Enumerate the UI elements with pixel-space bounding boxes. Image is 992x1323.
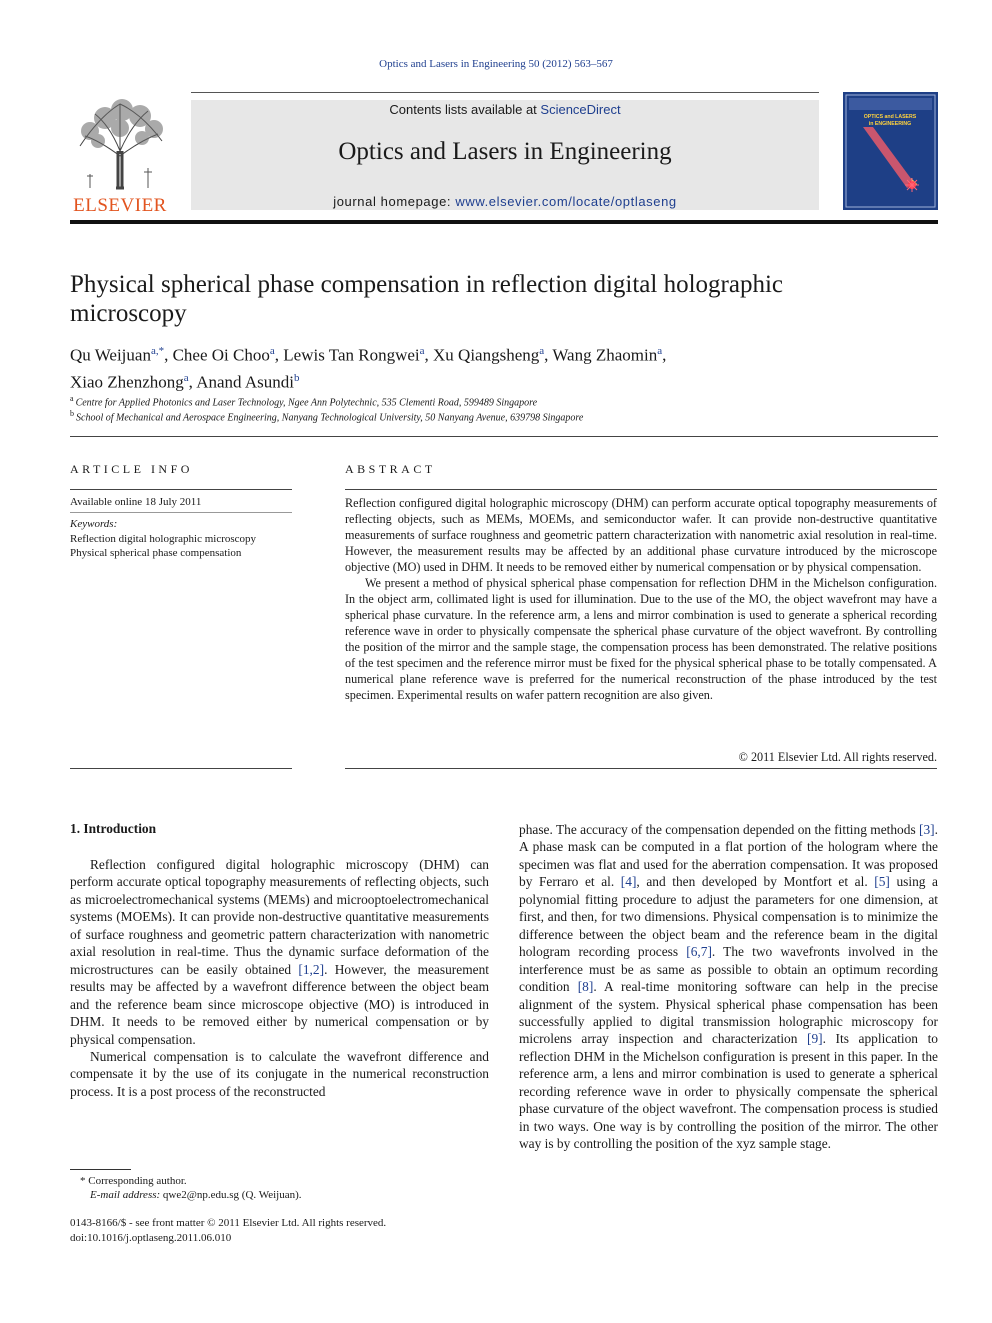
- keyword-1: Reflection digital holographic microscopy: [70, 533, 257, 545]
- affiliation-b-text: School of Mechanical and Aerospace Engineering, Nanyang Technological University, 50 Nanyang Avenue, 639798 Singapore: [76, 412, 584, 424]
- front-matter-rule: [70, 436, 938, 437]
- journal-cover-image: [843, 92, 938, 210]
- corresponding-author-note: * Corresponding author.: [80, 1175, 187, 1187]
- elsevier-tree-icon: [70, 96, 170, 192]
- author-separator: ,: [662, 345, 667, 365]
- affiliation-b-marker: b: [70, 409, 74, 418]
- affiliation-a: [70, 394, 938, 408]
- article-title: Physical spherical phase compensation in reflection digital holographic microscopy: [70, 271, 783, 327]
- article-info-rule-thin: [70, 512, 292, 513]
- author-name: Qu Weijuan: [70, 345, 151, 365]
- author-affiliation-marker[interactable]: a: [419, 345, 425, 357]
- sciencedirect-link[interactable]: ScienceDirect: [540, 102, 621, 117]
- author-name: Anand Asundi: [196, 372, 294, 392]
- cover-title-line1: OPTICS and LASERS: [863, 114, 917, 120]
- homepage-link[interactable]: www.elsevier.com/locate/optlaseng: [455, 194, 677, 209]
- author-affiliation-marker[interactable]: a,*: [150, 345, 165, 357]
- intro-r-s1: phase. The accuracy of the compensation depended on the fitting methods: [519, 822, 920, 837]
- intro-p1-rest: . However, the measurement results may be affected by a wavefront difference between the object beam and the reference beam since microscope objective (MO) is introduced in DHM. It needs to be removed either by numerical compensation or by physical compensation.: [70, 961, 489, 1047]
- intro-p1-text: Reflection configured digital holographic microscopy (DHM) can perform accurate optical topography measurements of reflecting objects, such as microelectromechanical systems (MEMs) and microoptoelectromechanical systems (MOEMs). It can provide non-destructive quantitative measurements of surface roughness and geometric pattern characterization with nanometric axial resolution in real-time. Thus the dynamic surface deformation of the microstructures can be easily obtained: [70, 857, 489, 977]
- intro-paragraph-1: [70, 856, 489, 1048]
- article-info-bottom-rule: [70, 768, 292, 769]
- available-online: Available online 18 July 2011: [70, 496, 202, 508]
- intro-r-s2: . A phase mask can be computed in a flat portion of the hologram where the specimen was flat and used for the aberration compensation. It was proposed by Ferraro et al.: [519, 822, 938, 890]
- author-separator: ,: [544, 345, 553, 365]
- intro-r-s6: . A real-time monitoring software can help in the precise alignment of the system. Physical spherical phase compensation has been successfully applied to digital transmission holographic microscopy for microlens array inspection and characterization: [519, 979, 938, 1047]
- author-name: Lewis Tan Rongwei: [283, 345, 420, 365]
- abstract-rule: [345, 489, 937, 490]
- introduction-heading: 1. Introduction: [70, 821, 157, 836]
- citation-8[interactable]: [8]: [577, 979, 594, 995]
- citation-6-7[interactable]: [6,7]: [686, 944, 712, 960]
- email-label: E-mail address:: [90, 1189, 161, 1201]
- doi-line[interactable]: doi:10.1016/j.optlaseng.2011.06.010: [70, 1232, 232, 1244]
- abstract-heading: ABSTRACT: [345, 462, 436, 476]
- author-name: Xu Qiangsheng: [433, 345, 540, 365]
- email-suffix: (Q. Weijuan).: [239, 1189, 302, 1201]
- intro-paragraph-2: Numerical compensation is to calculate the wavefront difference and compensate it by the use of its conjugate in the numerical reconstruction process. It is a post process of the reconstructed: [70, 1048, 489, 1099]
- intro-r-s5: . The two wavefronts involved in the interference must be as same as possible to obtain an optimum recording condition: [519, 944, 938, 995]
- journal-homepage: [191, 194, 819, 209]
- front-matter-line: 0143-8166/$ - see front matter © 2011 Elsevier Ltd. All rights reserved.: [70, 1217, 387, 1229]
- cover-title-line2: in ENGINEERING: [868, 121, 912, 127]
- intro-r-s4: using a polynomial fitting procedure to adjust the parameters for one dimension, at first, and then, for two dimensions. Physical compensation is to minimize the difference between the object beam and the reference beam in the digital hologram recording process: [519, 874, 938, 960]
- intro-r-s7: . Its application to reflection DHM in the Michelson configuration is present in this paper. In the reference arm, a lens and mirror combination is used to generate a spherical recording reference wave in order to physically compensate the spherical phase curvature of the object wavefront. The compensation process is studied in two ways. One way is by controlling the position of the mirror. The other way is by controlling the position of the xyz sample stage.: [519, 1031, 938, 1152]
- email-address[interactable]: qwe2@np.edu.sg: [162, 1189, 240, 1201]
- abstract-copyright: © 2011 Elsevier Ltd. All rights reserved.: [738, 750, 937, 764]
- contents-prefix: Contents lists available at: [389, 102, 541, 117]
- abstract-bottom-rule: [345, 768, 937, 769]
- abstract-body: [345, 495, 937, 703]
- affiliation-a-text: Centre for Applied Photonics and Laser Technology, Ngee Ann Polytechnic, 535 Clementi Road, 599489 Singapore: [75, 397, 538, 409]
- author-name: Chee Oi Choo: [172, 345, 270, 365]
- contents-line: [191, 102, 819, 117]
- author-separator: ,: [164, 345, 173, 365]
- citation-1-2[interactable]: [1,2]: [298, 961, 325, 977]
- author-separator: ,: [188, 372, 197, 392]
- author-separator: ,: [424, 345, 434, 365]
- article-info-heading: ARTICLE INFO: [70, 462, 193, 476]
- author-list: [70, 340, 938, 393]
- abstract-paragraph-1: Reflection configured digital holographic microscopy (DHM) can perform accurate optical topography measurements of reflecting objects, such as MEMs, MOEMs, and semiconductor wafer. It can provide non-destructive quantitative measurements of surface roughness and geometric pattern characterization with nanometric axial resolution in real-time. However, the measurement results may be affected by an additional phase curvature introduced by the microscope objective (MO) used in DHM. It needs to be removed either by numerical compensation or by physical compensation.: [345, 496, 937, 574]
- keyword-2: Physical spherical phase compensation: [70, 547, 242, 559]
- elsevier-wordmark: ELSEVIER: [73, 195, 167, 216]
- citation-4[interactable]: [4]: [620, 874, 637, 890]
- header-top-rule: [191, 92, 819, 93]
- journal-reference[interactable]: Optics and Lasers in Engineering 50 (2012) 563–567: [379, 58, 613, 70]
- author-affiliation-marker[interactable]: a: [183, 371, 189, 384]
- intro-r-s3: , and then developed by Montfort et al.: [636, 874, 875, 890]
- article-info-rule: [70, 489, 292, 490]
- citation-5[interactable]: [5]: [874, 874, 890, 890]
- intro-right-column: [519, 821, 938, 1153]
- author-affiliation-marker[interactable]: a: [269, 345, 275, 357]
- author-name: Wang Zhaomin: [552, 345, 658, 365]
- footnote-rule: [70, 1169, 131, 1170]
- author-separator: ,: [274, 345, 284, 365]
- author-affiliation-marker[interactable]: a: [539, 345, 545, 357]
- author-affiliation-marker[interactable]: b: [293, 371, 300, 384]
- header-bottom-rule: [70, 220, 938, 224]
- intro-left-column: [70, 856, 489, 1100]
- author-name: Xiao Zhenzhong: [70, 372, 184, 392]
- journal-title: Optics and Lasers in Engineering: [338, 138, 672, 165]
- keywords-label: Keywords:: [70, 518, 118, 530]
- abstract-paragraph-2: We present a method of physical spherical phase compensation for reflection DHM in the Michelson configuration. In the object arm, collimated light is used for illumination. Due to the use of the MO, the object wavefront may have a spherical phase curvature. In the reference arm, a lens and mirror combination is used to generate a spherical recording reference wave in order to physically compensate the spherical phase curvature of the object wavefront. By controlling the position of the mirror and the sample stage, the compensation process has been demonstrated. The relative positions of the test specimen and the reference mirror must be fixed for the physical spherical phase to be totally compensated. A numerical plane reference wave is preferred for the numerical reconstruction of the phase introduced by the test specimen. Experimental results on wafer pattern recognition are also given.: [345, 576, 937, 702]
- email-note: [90, 1188, 302, 1203]
- affiliation-a-marker: a: [70, 394, 74, 403]
- citation-9[interactable]: [9]: [807, 1031, 823, 1047]
- homepage-prefix: journal homepage:: [333, 194, 456, 209]
- intro-paragraph-3: [519, 821, 938, 1153]
- citation-3[interactable]: [3]: [919, 822, 935, 837]
- author-affiliation-marker[interactable]: a: [657, 345, 663, 357]
- affiliation-b: [70, 409, 938, 423]
- elsevier-logo: [70, 96, 170, 214]
